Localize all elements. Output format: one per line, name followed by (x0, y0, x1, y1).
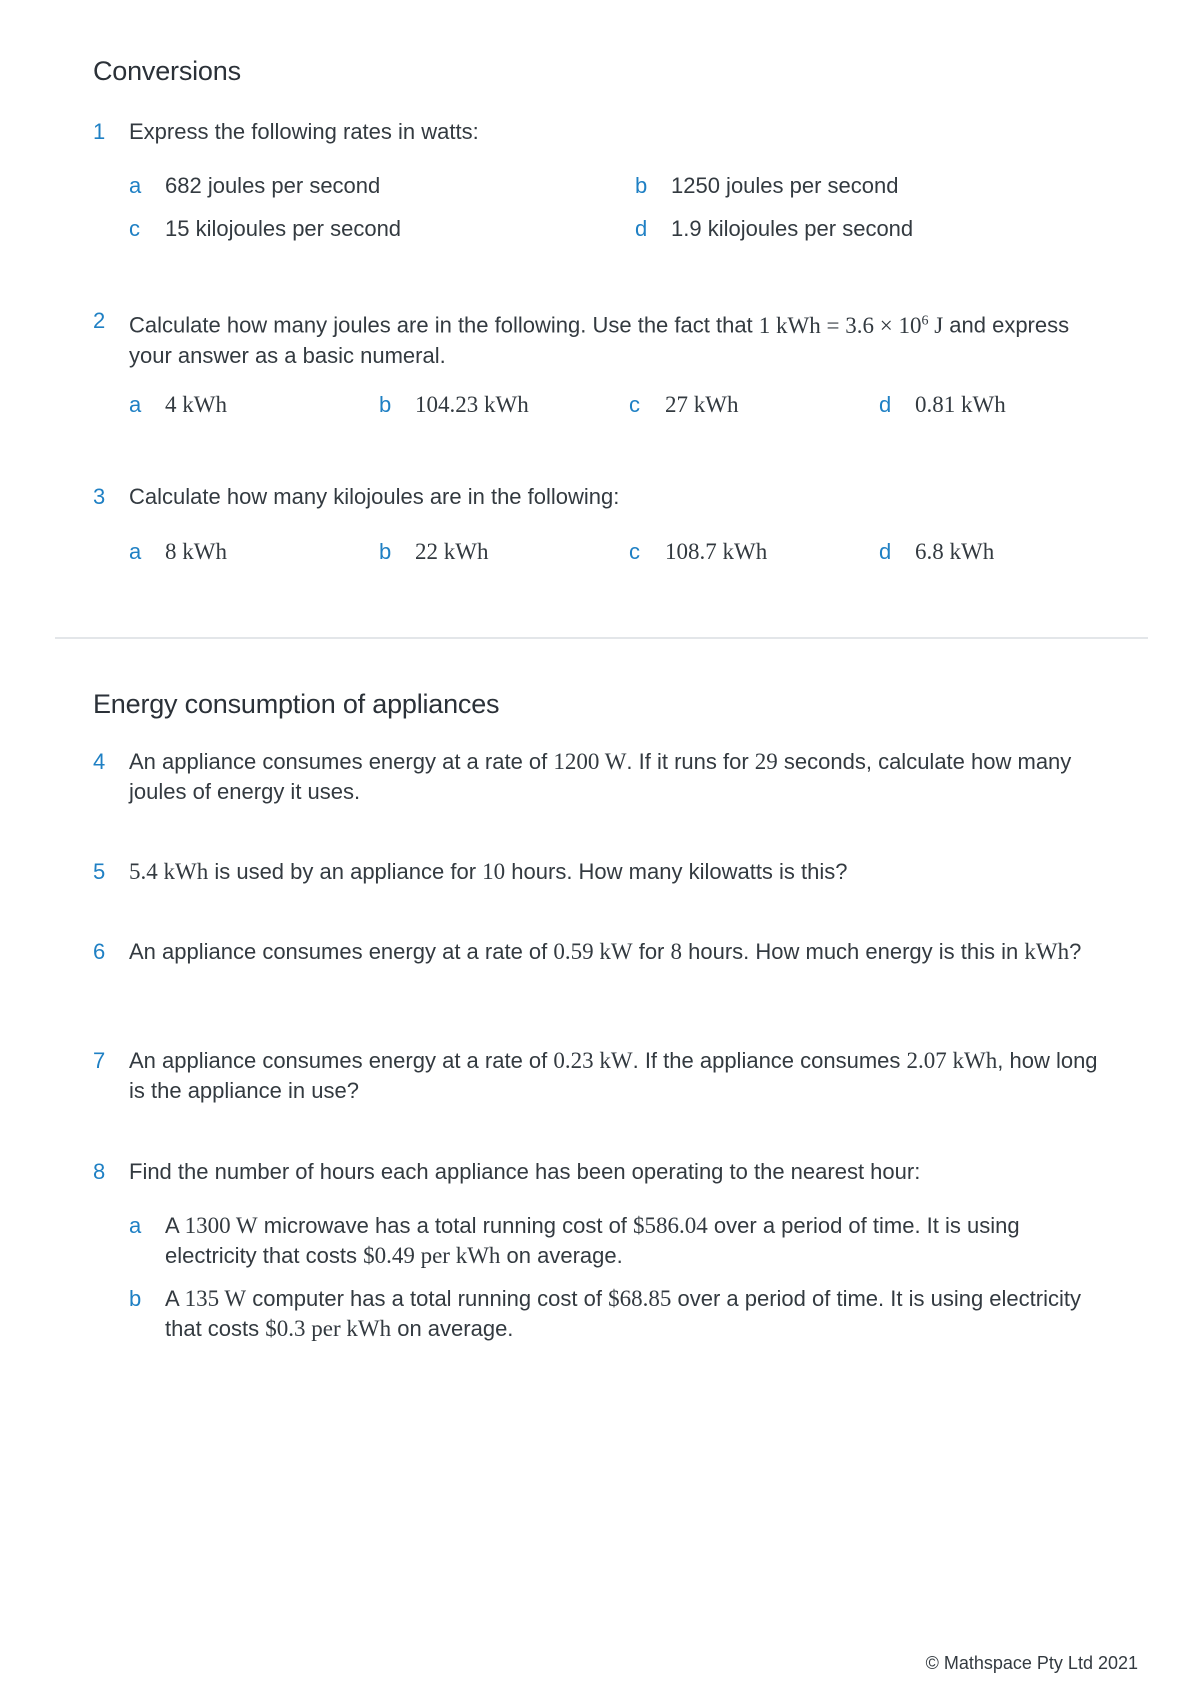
math-run: $68.85 (608, 1286, 672, 1311)
math-run: 1300 W (184, 1213, 258, 1238)
part-label: b (635, 173, 648, 198)
text-run: over a period of time. It is using electricity that costs (165, 1286, 1081, 1341)
math-run: 2.07 kWh (906, 1048, 998, 1073)
text-run: for (632, 939, 671, 964)
math-run: 8 (670, 939, 682, 964)
question-text: Express the following rates in watts: (129, 119, 479, 144)
part-text: 15 kilojoules per second (165, 216, 402, 241)
math-run: $0.49 per kWh (363, 1243, 501, 1268)
question-number: 5 (93, 859, 106, 884)
question-text (129, 1046, 1113, 1106)
part-label: d (879, 539, 892, 564)
text-run: ? (1069, 939, 1082, 964)
question-text: Find the number of hours each appliance has been operating to the nearest hour: (129, 1159, 921, 1184)
copyright-footer: © Mathspace Pty Ltd 2021 (925, 1653, 1138, 1673)
question-text (129, 747, 1113, 807)
part-text: 682 joules per second (165, 173, 381, 198)
part-label: d (879, 392, 892, 417)
part-label: a (129, 392, 142, 417)
part-text: 0.81 kWh (915, 392, 1006, 417)
text-run: is used by an appliance for (208, 859, 483, 884)
math-run: J (928, 312, 944, 338)
section-title-energy-consumption: Energy consumption of appliances (93, 689, 500, 719)
math-run: 0.23 kW (553, 1048, 633, 1073)
part-text: 27 kWh (665, 392, 739, 417)
question-text: Calculate how many kilojoules are in the following: (129, 484, 620, 509)
math-exponent: 6 (921, 313, 929, 328)
part-text: 8 kWh (165, 539, 227, 564)
math-run: 1200 W (553, 749, 627, 774)
section-title-conversions: Conversions (93, 56, 241, 86)
text-run: . If the appliance consumes (632, 1048, 907, 1073)
part-label: b (129, 1286, 142, 1311)
text-run: seconds, calculate how many joules of energy it uses. (129, 749, 1072, 804)
question-number: 2 (93, 308, 106, 333)
part-text: 1.9 kilojoules per second (671, 216, 914, 241)
text-run: , how long is the appliance in use? (129, 1048, 1098, 1103)
part-label: b (379, 539, 392, 564)
part-label: c (129, 216, 140, 241)
part-label: b (379, 392, 392, 417)
text-run: A (165, 1286, 185, 1311)
part-label: a (129, 1213, 142, 1238)
question-text (129, 857, 1113, 887)
text-run: . If it runs for (626, 749, 755, 774)
text-run: hours. How much energy is this in (682, 939, 1025, 964)
question-number: 4 (93, 749, 106, 774)
math-run: 5.4 kWh (129, 859, 209, 884)
part-text (165, 1211, 1113, 1271)
part-text: 6.8 kWh (915, 539, 995, 564)
math-run: 29 (754, 749, 778, 774)
math-run: 1 kWh = 3.6 × 10 (758, 312, 922, 338)
text-run: Calculate how many joules are in the following. Use the fact that (129, 312, 759, 338)
part-label: c (629, 539, 640, 564)
text-run: on average. (391, 1316, 514, 1341)
math-run: $586.04 (633, 1213, 708, 1238)
question-number: 7 (93, 1048, 106, 1073)
text-run: computer has a total running cost of (246, 1286, 609, 1311)
text-run: A (165, 1213, 185, 1238)
part-label: c (629, 392, 640, 417)
math-run: kWh (1024, 939, 1070, 964)
math-run: 10 (482, 859, 506, 884)
part-text: 4 kWh (165, 392, 227, 417)
math-run: 135 W (184, 1286, 247, 1311)
part-text: 108.7 kWh (665, 539, 768, 564)
math-fact (759, 313, 943, 338)
text-run: on average. (500, 1243, 623, 1268)
question-text (129, 306, 1113, 371)
part-label: a (129, 539, 142, 564)
text-run: hours. How many kilowatts is this? (505, 859, 848, 884)
text-run: over a period of time. It is using electricity that costs (165, 1213, 1020, 1268)
text-run: An appliance consumes energy at a rate of (129, 749, 554, 774)
text-run: An appliance consumes energy at a rate of (129, 939, 554, 964)
question-number: 8 (93, 1159, 106, 1184)
part-text: 1250 joules per second (671, 173, 899, 198)
text-run: An appliance consumes energy at a rate of (129, 1048, 554, 1073)
question-number: 3 (93, 484, 106, 509)
question-number: 1 (93, 119, 106, 144)
question-number: 6 (93, 939, 106, 964)
part-label: a (129, 173, 142, 198)
text-run: microwave has a total running cost of (257, 1213, 634, 1238)
math-run: $0.3 per kWh (265, 1316, 392, 1341)
part-text: 22 kWh (415, 539, 489, 564)
part-text: 104.23 kWh (415, 392, 529, 417)
math-run: 0.59 kW (553, 939, 633, 964)
section-divider (55, 637, 1148, 639)
part-label: d (635, 216, 648, 241)
question-text (129, 937, 1113, 967)
text-run: and express your answer as a basic numeral. (129, 312, 1070, 368)
part-text (165, 1284, 1113, 1344)
